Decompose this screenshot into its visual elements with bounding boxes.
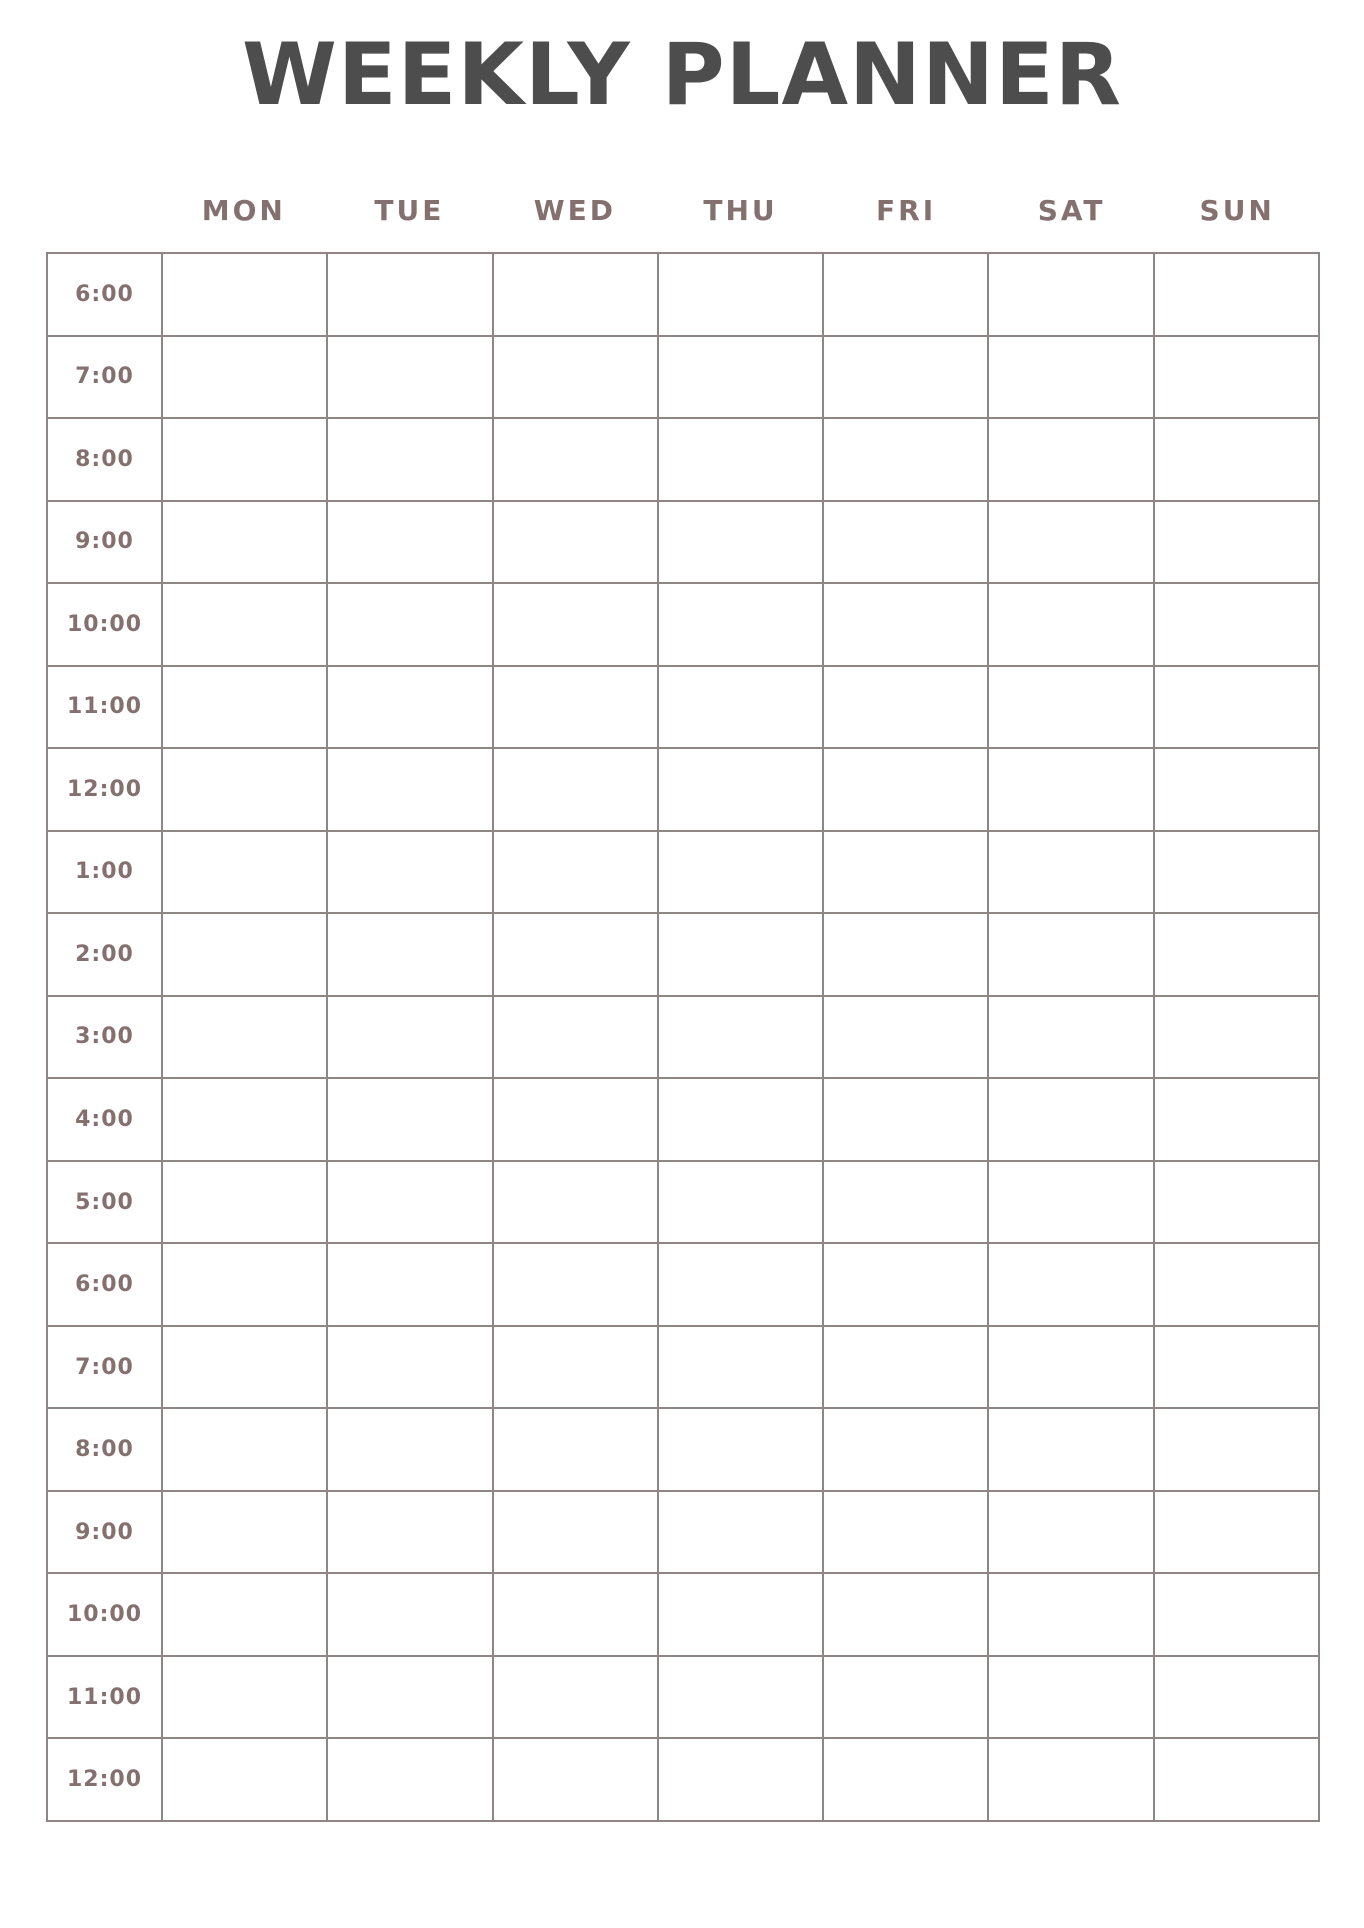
planner-cell-mon[interactable] bbox=[163, 832, 328, 915]
day-header-spacer bbox=[46, 186, 161, 236]
planner-cell-thu[interactable] bbox=[659, 1574, 824, 1657]
planner-cell-sat[interactable] bbox=[989, 1492, 1154, 1575]
planner-cell-wed[interactable] bbox=[494, 1244, 659, 1327]
planner-cell-sat[interactable] bbox=[989, 254, 1154, 337]
planner-cell-sun[interactable] bbox=[1155, 419, 1320, 502]
planner-cell-mon[interactable] bbox=[163, 502, 328, 585]
planner-cell-sun[interactable] bbox=[1155, 1162, 1320, 1245]
planner-cell-sun[interactable] bbox=[1155, 1574, 1320, 1657]
planner-cell-fri[interactable] bbox=[824, 1327, 989, 1410]
time-slot-label: 6:00 bbox=[48, 254, 163, 337]
planner-cell-wed[interactable] bbox=[494, 1574, 659, 1657]
planner-cell-sun[interactable] bbox=[1155, 1079, 1320, 1162]
planner-cell-sat[interactable] bbox=[989, 1327, 1154, 1410]
planner-cell-tue[interactable] bbox=[328, 337, 493, 420]
planner-cell-mon[interactable] bbox=[163, 1657, 328, 1740]
planner-cell-tue[interactable] bbox=[328, 1244, 493, 1327]
planner-cell-tue[interactable] bbox=[328, 1327, 493, 1410]
planner-cell-tue[interactable] bbox=[328, 584, 493, 667]
planner-cell-tue[interactable] bbox=[328, 502, 493, 585]
time-slot-label: 3:00 bbox=[48, 997, 163, 1080]
planner-cell-sun[interactable] bbox=[1155, 832, 1320, 915]
time-slot-label: 10:00 bbox=[48, 1574, 163, 1657]
planner-cell-thu[interactable] bbox=[659, 419, 824, 502]
planner-cell-thu[interactable] bbox=[659, 749, 824, 832]
planner-cell-wed[interactable] bbox=[494, 419, 659, 502]
planner-cell-fri[interactable] bbox=[824, 1574, 989, 1657]
planner-cell-sat[interactable] bbox=[989, 1409, 1154, 1492]
planner-cell-mon[interactable] bbox=[163, 1162, 328, 1245]
planner-cell-tue[interactable] bbox=[328, 419, 493, 502]
planner-cell-sun[interactable] bbox=[1155, 1739, 1320, 1822]
planner-cell-wed[interactable] bbox=[494, 1327, 659, 1410]
planner-grid bbox=[46, 252, 1320, 1822]
planner-cell-mon[interactable] bbox=[163, 997, 328, 1080]
planner-cell-sat[interactable] bbox=[989, 997, 1154, 1080]
planner-cell-mon[interactable] bbox=[163, 337, 328, 420]
planner-cell-wed[interactable] bbox=[494, 502, 659, 585]
planner-cell-mon[interactable] bbox=[163, 1244, 328, 1327]
planner-cell-thu[interactable] bbox=[659, 1657, 824, 1740]
planner-cell-wed[interactable] bbox=[494, 1162, 659, 1245]
planner-cell-fri[interactable] bbox=[824, 419, 989, 502]
planner-cell-sun[interactable] bbox=[1155, 337, 1320, 420]
day-header-sun: SUN bbox=[1199, 194, 1275, 227]
planner-cell-wed[interactable] bbox=[494, 667, 659, 750]
planner-cell-sat[interactable] bbox=[989, 337, 1154, 420]
time-slot-label: 5:00 bbox=[48, 1162, 163, 1245]
day-header-fri: FRI bbox=[876, 194, 937, 227]
planner-cell-sun[interactable] bbox=[1155, 914, 1320, 997]
planner-cell-mon[interactable] bbox=[163, 1327, 328, 1410]
planner-cell-thu[interactable] bbox=[659, 1244, 824, 1327]
planner-cell-tue[interactable] bbox=[328, 1079, 493, 1162]
time-slot-label: 2:00 bbox=[48, 914, 163, 997]
planner-cell-mon[interactable] bbox=[163, 1739, 328, 1822]
planner-cell-wed[interactable] bbox=[494, 1079, 659, 1162]
planner-cell-sun[interactable] bbox=[1155, 584, 1320, 667]
planner-cell-wed[interactable] bbox=[494, 1739, 659, 1822]
planner-cell-sat[interactable] bbox=[989, 584, 1154, 667]
planner-cell-fri[interactable] bbox=[824, 1079, 989, 1162]
planner-cell-tue[interactable] bbox=[328, 749, 493, 832]
planner-cell-sat[interactable] bbox=[989, 914, 1154, 997]
day-header-thu: THU bbox=[703, 194, 778, 227]
time-slot-label: 12:00 bbox=[48, 1739, 163, 1822]
planner-cell-mon[interactable] bbox=[163, 1574, 328, 1657]
planner-cell-mon[interactable] bbox=[163, 749, 328, 832]
planner-cell-sun[interactable] bbox=[1155, 1244, 1320, 1327]
planner-cell-sat[interactable] bbox=[989, 749, 1154, 832]
planner-cell-sun[interactable] bbox=[1155, 1492, 1320, 1575]
time-slot-label: 7:00 bbox=[48, 337, 163, 420]
planner-cell-mon[interactable] bbox=[163, 254, 328, 337]
planner-cell-wed[interactable] bbox=[494, 1657, 659, 1740]
planner-cell-thu[interactable] bbox=[659, 337, 824, 420]
planner-cell-fri[interactable] bbox=[824, 254, 989, 337]
planner-cell-tue[interactable] bbox=[328, 832, 493, 915]
time-slot-label: 11:00 bbox=[48, 667, 163, 750]
planner-cell-fri[interactable] bbox=[824, 584, 989, 667]
planner-cell-mon[interactable] bbox=[163, 667, 328, 750]
planner-cell-thu[interactable] bbox=[659, 1409, 824, 1492]
time-slot-label: 4:00 bbox=[48, 1079, 163, 1162]
planner-cell-fri[interactable] bbox=[824, 502, 989, 585]
planner-cell-tue[interactable] bbox=[328, 1657, 493, 1740]
time-slot-label: 6:00 bbox=[48, 1244, 163, 1327]
planner-cell-thu[interactable] bbox=[659, 914, 824, 997]
planner-cell-tue[interactable] bbox=[328, 667, 493, 750]
time-slot-label: 10:00 bbox=[48, 584, 163, 667]
planner-cell-fri[interactable] bbox=[824, 1162, 989, 1245]
planner-cell-sun[interactable] bbox=[1155, 667, 1320, 750]
time-slot-label: 7:00 bbox=[48, 1327, 163, 1410]
planner-cell-wed[interactable] bbox=[494, 337, 659, 420]
planner-cell-fri[interactable] bbox=[824, 1739, 989, 1822]
planner-cell-mon[interactable] bbox=[163, 1492, 328, 1575]
planner-cell-wed[interactable] bbox=[494, 749, 659, 832]
planner-cell-thu[interactable] bbox=[659, 832, 824, 915]
planner-cell-tue[interactable] bbox=[328, 1162, 493, 1245]
day-header-wed: WED bbox=[533, 194, 617, 227]
planner-cell-tue[interactable] bbox=[328, 997, 493, 1080]
day-header-sat: SAT bbox=[1037, 194, 1106, 227]
planner-cell-wed[interactable] bbox=[494, 997, 659, 1080]
planner-cell-sun[interactable] bbox=[1155, 254, 1320, 337]
planner-cell-wed[interactable] bbox=[494, 1492, 659, 1575]
planner-cell-sun[interactable] bbox=[1155, 1409, 1320, 1492]
planner-cell-fri[interactable] bbox=[824, 1657, 989, 1740]
planner-cell-sat[interactable] bbox=[989, 419, 1154, 502]
planner-cell-fri[interactable] bbox=[824, 749, 989, 832]
planner-cell-sun[interactable] bbox=[1155, 1327, 1320, 1410]
planner-cell-fri[interactable] bbox=[824, 914, 989, 997]
planner-cell-sun[interactable] bbox=[1155, 1657, 1320, 1740]
planner-cell-thu[interactable] bbox=[659, 1327, 824, 1410]
planner-cell-tue[interactable] bbox=[328, 914, 493, 997]
planner-cell-sat[interactable] bbox=[989, 1244, 1154, 1327]
planner-cell-tue[interactable] bbox=[328, 1492, 493, 1575]
planner-cell-fri[interactable] bbox=[824, 1244, 989, 1327]
time-slot-label: 11:00 bbox=[48, 1657, 163, 1740]
planner-cell-fri[interactable] bbox=[824, 667, 989, 750]
planner-cell-thu[interactable] bbox=[659, 1739, 824, 1822]
planner-cell-tue[interactable] bbox=[328, 1739, 493, 1822]
time-slot-label: 12:00 bbox=[48, 749, 163, 832]
page-title: WEEKLY PLANNER bbox=[242, 25, 1122, 125]
planner-cell-sat[interactable] bbox=[989, 832, 1154, 915]
planner-cell-fri[interactable] bbox=[824, 1492, 989, 1575]
planner-cell-sat[interactable] bbox=[989, 1079, 1154, 1162]
planner-cell-mon[interactable] bbox=[163, 1079, 328, 1162]
planner-cell-sat[interactable] bbox=[989, 502, 1154, 585]
planner-cell-thu[interactable] bbox=[659, 667, 824, 750]
planner-cell-mon[interactable] bbox=[163, 1409, 328, 1492]
time-slot-label: 8:00 bbox=[48, 419, 163, 502]
planner-cell-sun[interactable] bbox=[1155, 997, 1320, 1080]
planner-cell-sat[interactable] bbox=[989, 1739, 1154, 1822]
planner-cell-sat[interactable] bbox=[989, 1657, 1154, 1740]
planner-cell-tue[interactable] bbox=[328, 254, 493, 337]
day-header-tue: TUE bbox=[374, 194, 445, 227]
planner-cell-wed[interactable] bbox=[494, 832, 659, 915]
time-slot-label: 8:00 bbox=[48, 1409, 163, 1492]
planner-cell-thu[interactable] bbox=[659, 1162, 824, 1245]
planner-cell-wed[interactable] bbox=[494, 914, 659, 997]
planner-cell-sat[interactable] bbox=[989, 667, 1154, 750]
planner-cell-fri[interactable] bbox=[824, 337, 989, 420]
planner-cell-sun[interactable] bbox=[1155, 749, 1320, 832]
planner-cell-mon[interactable] bbox=[163, 584, 328, 667]
planner-cell-thu[interactable] bbox=[659, 584, 824, 667]
planner-cell-thu[interactable] bbox=[659, 1079, 824, 1162]
time-slot-label: 9:00 bbox=[48, 1492, 163, 1575]
time-slot-label: 9:00 bbox=[48, 502, 163, 585]
planner-cell-thu[interactable] bbox=[659, 502, 824, 585]
planner-cell-fri[interactable] bbox=[824, 1409, 989, 1492]
planner-cell-wed[interactable] bbox=[494, 584, 659, 667]
planner-cell-wed[interactable] bbox=[494, 1409, 659, 1492]
planner-cell-sun[interactable] bbox=[1155, 502, 1320, 585]
planner-cell-thu[interactable] bbox=[659, 254, 824, 337]
day-header-mon: MON bbox=[201, 194, 286, 227]
planner-cell-mon[interactable] bbox=[163, 419, 328, 502]
planner-cell-thu[interactable] bbox=[659, 1492, 824, 1575]
planner-cell-sat[interactable] bbox=[989, 1162, 1154, 1245]
planner-cell-mon[interactable] bbox=[163, 914, 328, 997]
planner-cell-sat[interactable] bbox=[989, 1574, 1154, 1657]
planner-cell-fri[interactable] bbox=[824, 832, 989, 915]
time-slot-label: 1:00 bbox=[48, 832, 163, 915]
planner-cell-tue[interactable] bbox=[328, 1574, 493, 1657]
planner-cell-thu[interactable] bbox=[659, 997, 824, 1080]
planner-cell-fri[interactable] bbox=[824, 997, 989, 1080]
planner-cell-wed[interactable] bbox=[494, 254, 659, 337]
day-header-row bbox=[46, 186, 1320, 236]
planner-cell-tue[interactable] bbox=[328, 1409, 493, 1492]
